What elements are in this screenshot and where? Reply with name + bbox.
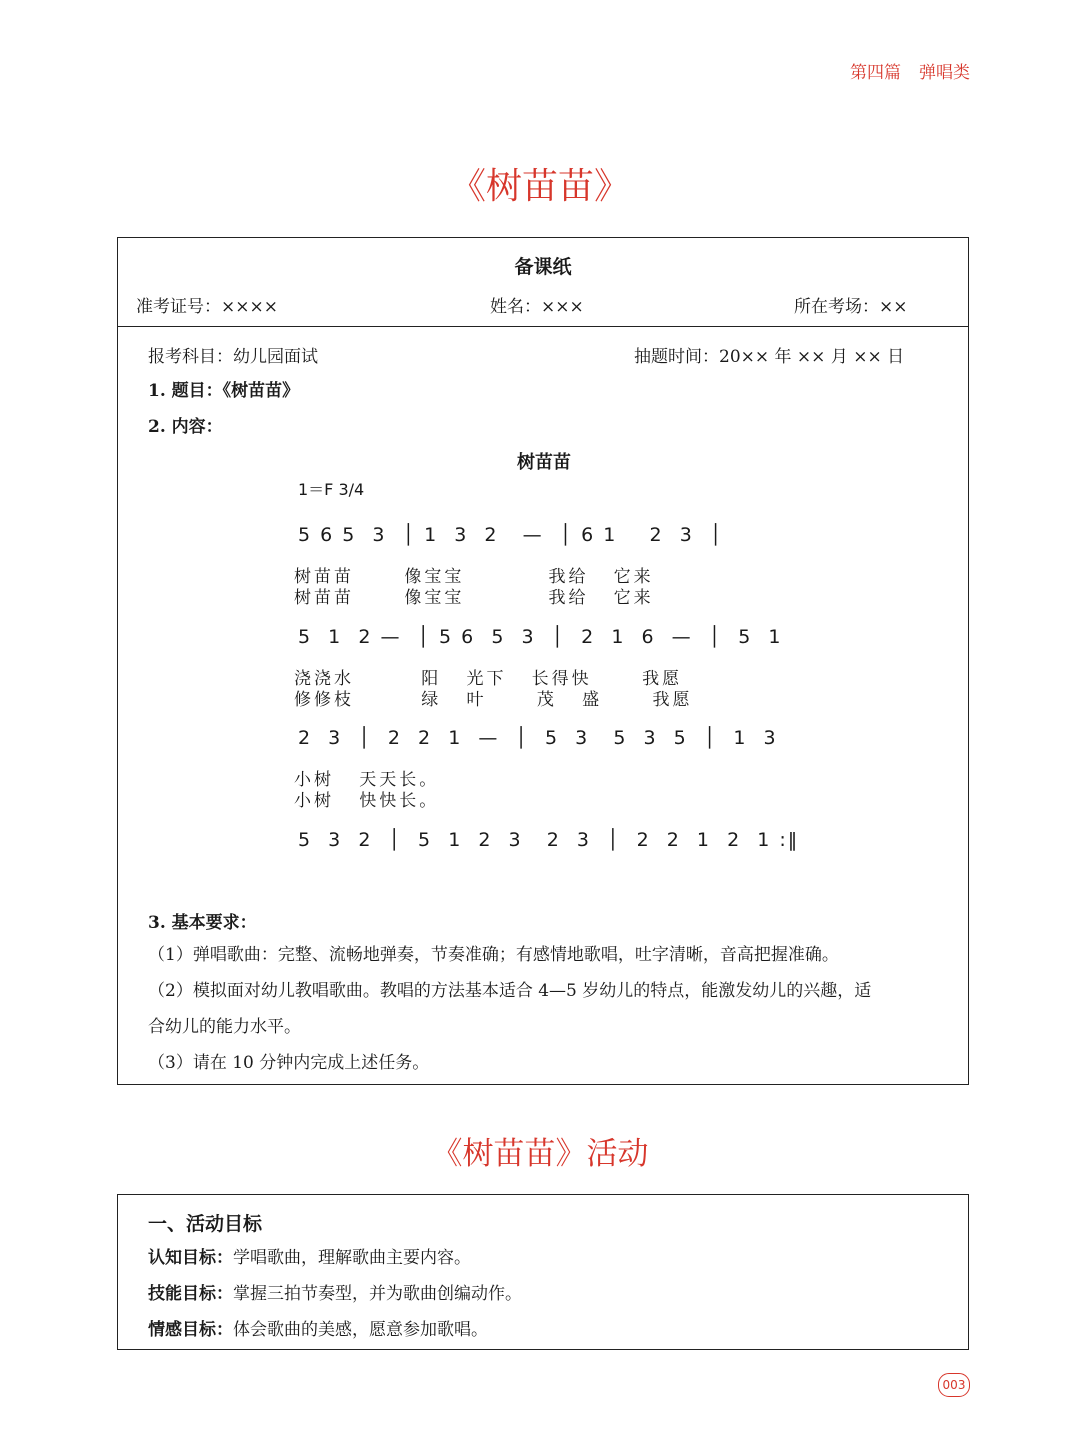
activity-heading: 一、活动目标 [148, 1213, 263, 1235]
lyric-2a: 浇浇水 阳 光下 长得快 我愿 [294, 669, 683, 689]
goal-text: 体会歌曲的美感，愿意参加歌唱。 [233, 1320, 488, 1340]
requirement-2-cont: 合幼儿的能力水平。 [148, 1017, 301, 1037]
goal-label: 情感目标： [148, 1320, 233, 1340]
requirement-1: （1）弹唱歌曲：完整、流畅地弹奏，节奏准确；有感情地歌唱，吐字清晰，音高把握准确。 [148, 945, 839, 965]
notation-line-2: 5 1 2 — │ 5 6 5 3 │ 2 1 6 — │ 5 1 [298, 626, 783, 648]
subject: 报考科目：幼儿园面试 [148, 347, 318, 367]
goal-cognitive [148, 1243, 471, 1268]
topic-value: 《树苗苗》 [222, 381, 300, 401]
page-number: 003 [938, 1373, 970, 1397]
requirements-label: 3. 基本要求： [148, 913, 257, 933]
topic [148, 376, 299, 401]
goal-label: 认知目标： [148, 1248, 233, 1268]
key-signature: 1＝F 3/4 [298, 480, 365, 499]
notation-line-4: 5 3 2 │ 5 1 2 3 2 3 │ 2 2 1 2 1 :‖ [298, 829, 800, 851]
page-title: 《树苗苗》 [449, 166, 630, 207]
draw-time: 抽题时间：20×× 年 ×× 月 ×× 日 [634, 347, 905, 367]
requirements-list [148, 937, 948, 1081]
running-header [832, 58, 970, 83]
goal-emotion [148, 1315, 488, 1340]
goal-text: 学唱歌曲，理解歌曲主要内容。 [233, 1248, 471, 1268]
lyric-1a: 树苗苗 像宝宝 我给 它来 [294, 567, 654, 587]
notation-line-1: 5 6 5 3 │ 1 3 2 — │ 6 1 2 3 │ [298, 524, 724, 546]
lyric-3a: 小树 天天长。 [294, 770, 440, 790]
lyric-1b: 树苗苗 像宝宝 我给 它来 [294, 588, 654, 608]
lyric-3b: 小树 快快长。 [294, 791, 440, 811]
requirement-2: （2）模拟面对幼儿教唱歌曲。教唱的方法基本适合 4—5 岁幼儿的特点，能激发幼儿的兴趣，适 [148, 981, 872, 1001]
exam-id: 准考证号：×××× [136, 297, 278, 317]
requirement-3: （3）请在 10 分钟内完成上述任务。 [148, 1053, 430, 1073]
content-label: 2. 内容： [148, 417, 223, 437]
category-label: 弹唱类 [919, 63, 970, 83]
activity-box [117, 1194, 969, 1350]
activity-title: 《树苗苗》活动 [431, 1136, 649, 1172]
prep-sheet-header [118, 238, 968, 327]
goal-text: 掌握三拍节奏型，并为歌曲创编动作。 [233, 1284, 522, 1304]
prep-sheet [117, 237, 969, 1085]
lyric-2b: 修修枝 绿 叶 茂 盛 我愿 [294, 690, 693, 710]
candidate-name: 姓名：××× [490, 297, 584, 317]
notation-line-3: 2 3 │ 2 2 1 — │ 5 3 5 3 5 │ 1 3 [298, 727, 778, 749]
goal-skill [148, 1279, 522, 1304]
part-label: 第四篇 [850, 63, 901, 83]
goal-label: 技能目标： [148, 1284, 233, 1304]
song-title: 树苗苗 [517, 452, 571, 473]
exam-venue: 所在考场：×× [794, 297, 908, 317]
prep-heading: 备课纸 [514, 256, 572, 278]
topic-label: 1. 题目： [148, 381, 223, 401]
